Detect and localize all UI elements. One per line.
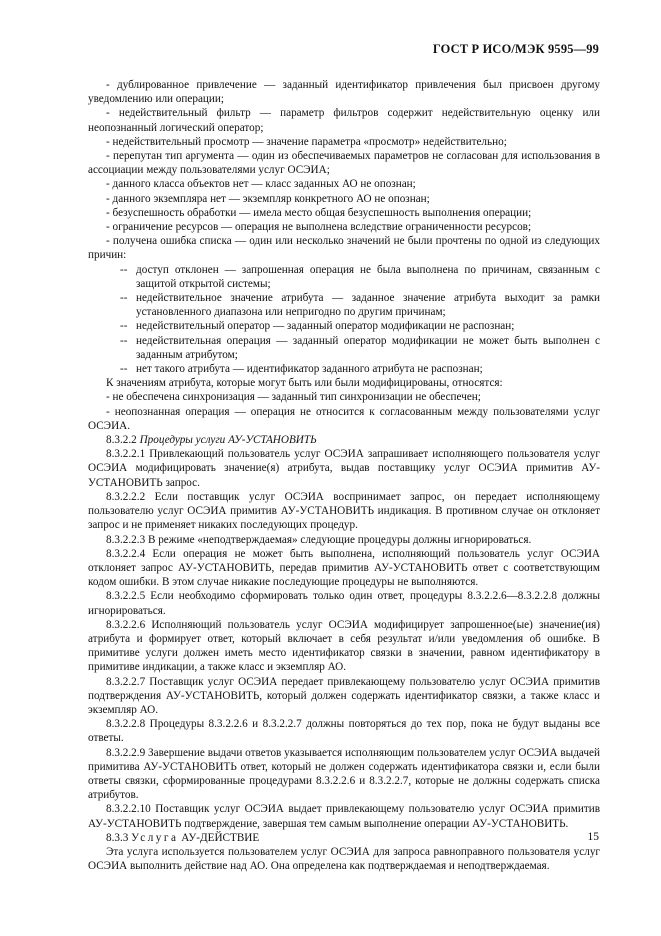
sub-list-item (88, 319, 600, 333)
sub-list-item (88, 291, 600, 319)
sub-dash: -- (120, 363, 128, 376)
sub-dash: -- (120, 292, 128, 305)
sub-item-text: недействительный оператор — заданный оператор модификации не распознан; (136, 320, 515, 333)
section-label-spaced: Услуга (131, 831, 179, 844)
sub-list-item (88, 362, 600, 376)
sub-dash: -- (120, 263, 128, 276)
section-number: 8.3.3 (106, 831, 129, 844)
paragraph: 8.3.2.2.4 Если операция не может быть выполнена, исполняющий пользователь услуг ОСЭИА отклоняет запрос АУ-УСТАНОВИТЬ, передав примитив АУ-УСТАНОВИТЬ ответ с соответствующим кодом ошибки. В этом случае никакие последующие процедуры не выполняются. (88, 547, 600, 589)
paragraph: 8.3.2.2.1 Привлекающий пользователь услуг ОСЭИА запрашивает исполняющего пользователя услуг ОСЭИА модифицировать значение(я) атрибута, выдав поставщику услуг ОСЭИА примитив АУ-УСТАНОВИТЬ запрос. (88, 448, 600, 489)
paragraph: 8.3.2.2.7 Поставщик услуг ОСЭИА передает привлекающему пользователю услуг ОСЭИА примитив подтверждения АУ-УСТАНОВИТЬ, который должен содержать идентификатор связки, а также класс и экземпляр АО. (88, 675, 600, 716)
sub-item-text: доступ отклонен — запрошенная операция не была выполнена по причинам, связанным с защитой открытой системы; (136, 263, 600, 290)
paragraph: - неопознанная операция — операция не относится к согласованным между пользователями услуг ОСЭИА. (88, 405, 600, 432)
section-number: 8.3.2.2 (106, 434, 137, 447)
page-number: 15 (587, 831, 599, 843)
sub-dash: -- (120, 334, 128, 347)
paragraph: 8.3.2.2.8 Процедуры 8.3.2.2.6 и 8.3.2.2.7 должны повторяться до тех пор, пока не будут выданы все ответы. (88, 718, 600, 745)
sub-list-item (88, 263, 600, 291)
page-header-standard-title: ГОСТ Р ИСО/МЭК 9595—99 (432, 42, 599, 56)
paragraph: 8.3.2.2.5 Если необходимо сформировать только один ответ, процедуры 8.3.2.2.6—8.3.2.2.8 должны игнорироваться. (88, 590, 600, 617)
paragraph: - безуспешность обработки — имела место общая безуспешность выполнения операции; (106, 206, 532, 219)
paragraph: Эта услуга используется пользователем услуг ОСЭИА для запроса равноправного пользователя услуг ОСЭИА выполнить действие над АО. Она определена как подтверждаемая и неподтверждаемая. (88, 845, 600, 873)
paragraph: 8.3.2.2.6 Исполняющий пользователь услуг ОСЭИА модифицирует запрошенное(ые) значение(ия) атрибута и формирует ответ, который включает в себя результат и/или уведомления об ошибке. В примитиве услуги должен иметь место идентификатор связки в значении, равном идентификатору в примитиве индикации, а также класс и экземпляр АО. (88, 618, 600, 674)
paragraph: - получена ошибка списка — один или несколько значений не были прочтены по одной из следующих причин: (88, 235, 600, 262)
paragraph: К значениям атрибута, которые могут быть или были модифицированы, относятся: (106, 377, 503, 390)
sub-list-item (88, 334, 600, 362)
paragraph: - перепутан тип аргумента — один из обеспечиваемых параметров не согласован для использования в ассоциации между пользователями услуг ОСЭИА; (88, 150, 600, 177)
sub-item-text: недействительное значение атрибута — заданное значение атрибута выходит за рамки установленного диапазона или непригодно по другим причинам; (136, 292, 600, 319)
paragraph: - дублированное привлечение — заданный идентификатор привлечения был присвоен другому уведомлению или операции; (88, 79, 600, 106)
paragraph: 8.3.2.2.3 В режиме «неподтверждаемая» следующие процедуры должны игнорироваться. (106, 533, 532, 546)
page-body (88, 78, 600, 873)
paragraph: - недействительный фильтр — параметр фильтров содержит недействительную оценку или неопознанный логический оператор; (88, 107, 600, 134)
paragraph: 8.3.2.2.10 Поставщик услуг ОСЭИА выдает привлекающему пользователю услуг ОСЭИА примитив АУ-УСТАНОВИТЬ подтверждение, завершая тем самым выполнение операции АУ-УСТАНОВИТЬ. (88, 803, 600, 830)
paragraph: - ограничение ресурсов — операция не выполнена вследствие ограниченности ресурсов; (106, 221, 532, 234)
sub-item-text: нет такого атрибута — идентификатор заданного атрибута не распознан; (136, 363, 483, 376)
paragraph: - данного класса объектов нет — класс заданных АО не опознан; (106, 178, 416, 191)
paragraph: - не обеспечена синхронизация — заданный тип синхронизации не обеспечен; (106, 391, 481, 404)
section-title: Процедуры услуги АУ-УСТАНОВИТЬ (139, 434, 317, 447)
section-title: АУ-ДЕЙСТВИЕ (181, 831, 260, 844)
section-heading-8-3-2-2 (88, 433, 600, 447)
paragraph: - недействительный просмотр — значение параметра «просмотр» недействительно; (106, 135, 507, 148)
paragraph: 8.3.2.2.9 Завершение выдачи ответов указывается исполняющим пользователем услуг ОСЭИА выдачей примитива АУ-УСТАНОВИТЬ ответ, который не должен содержать идентификатора связки и, если были ответы связки, сформированные процедурами 8.3.2.2.6 и 8.3.2.2.7, которые не должны содержать списка атрибутов. (88, 746, 600, 802)
sub-item-text: недействительная операция — заданный оператор модификации не может быть выполнен с заданным атрибутом; (136, 334, 600, 361)
sub-dash: -- (120, 320, 128, 333)
section-heading-8-3-3 (88, 831, 600, 845)
paragraph: - данного экземпляра нет — экземпляр конкретного АО не опознан; (106, 192, 430, 205)
paragraph: 8.3.2.2.2 Если поставщик услуг ОСЭИА воспринимает запрос, он передает исполняющему пользователю услуг ОСЭИА примитив АУ-УСТАНОВИТЬ индикация. В противном случае он отклоняет запрос и не применяет никаких последующих процедур. (88, 490, 600, 532)
